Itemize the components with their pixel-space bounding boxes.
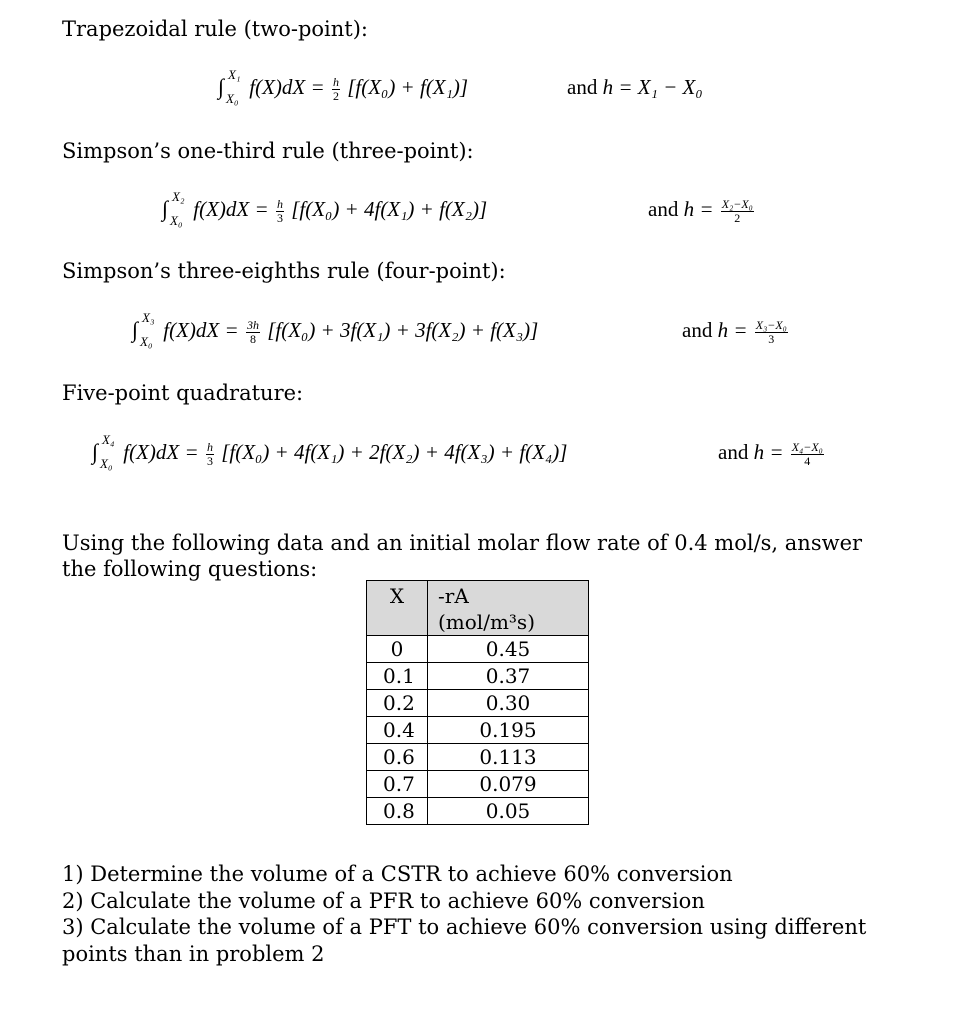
integrand: f(X)dX =: [249, 75, 325, 99]
integral-sign: ∫ X₂ X₀: [162, 189, 185, 228]
integrand: f(X)dX =: [123, 440, 199, 464]
coefficient-fraction: $\frac{3h}{8}$: [246, 317, 259, 346]
formula-simpson-one-third: [162, 189, 488, 228]
coefficient-fraction: $\frac{h}{3}$: [206, 439, 213, 468]
question-3: 3) Calculate the volume of a PFT to achieve 60% conversion using different points than in problem 2: [62, 915, 867, 966]
cell-x: 0: [367, 636, 428, 663]
question-1: 1) Determine the volume of a CSTR to achieve 60% conversion: [62, 862, 733, 886]
formula-trapezoidal: [218, 67, 469, 106]
cell-rate: 0.05: [428, 798, 589, 825]
cell-x: 0.7: [367, 771, 428, 798]
cell-x: 0.8: [367, 798, 428, 825]
cell-rate: 0.079: [428, 771, 589, 798]
rule-heading-five-point: Five-point quadrature:: [62, 381, 304, 405]
rule-heading-trapezoidal: Trapezoidal rule (two-point):: [62, 17, 368, 41]
bracket-expression: [f(X₀) + 4f(X₁) + f(X₂)]: [291, 197, 488, 221]
cell-rate: 0.30: [428, 690, 589, 717]
bracket-expression: [f(X₀) + 4f(X₁) + 2f(X₂) + 4f(X₃) + f(X₄)]: [221, 440, 568, 464]
cell-x: 0.1: [367, 663, 428, 690]
condition-simpson-one-third: and h = $\frac{\text{X₂−X₀}}{2}$: [648, 196, 753, 225]
cell-x: 0.4: [367, 717, 428, 744]
cell-rate: 0.113: [428, 744, 589, 771]
integrand: f(X)dX =: [163, 318, 239, 342]
table-row: [367, 744, 589, 771]
integral-sign: ∫ X₁ X₀: [218, 67, 241, 106]
question-2: 2) Calculate the volume of a PFR to achieve 60% conversion: [62, 888, 705, 913]
rate-data-table: [366, 580, 589, 825]
table-header-row: [367, 581, 589, 636]
h-fraction: $\frac{\text{X₄−X₀}}{4}$: [791, 439, 823, 468]
coefficient-fraction: $\frac{h}{2}$: [332, 74, 339, 103]
table-row: [367, 690, 589, 717]
cell-rate: 0.195: [428, 717, 589, 744]
condition-simpson-three-eighths: and h = $\frac{\text{X₃−X₀}}{3}$: [682, 317, 787, 346]
integral-sign: ∫ X₄ X₀: [92, 432, 115, 471]
integrand: f(X)dX =: [193, 197, 269, 221]
table-row: [367, 798, 589, 825]
intro-paragraph: Using the following data and an initial molar flow rate of 0.4 mol/s, answer the following questions:: [62, 531, 863, 581]
question-list: [62, 861, 892, 967]
table-row: [367, 717, 589, 744]
table-row: [367, 636, 589, 663]
table-row: [367, 771, 589, 798]
h-fraction: $\frac{\text{X₃−X₀}}{3}$: [755, 317, 787, 346]
bracket-expression: [f(X₀) + 3f(X₁) + 3f(X₂) + f(X₃)]: [267, 318, 539, 342]
cell-rate: 0.37: [428, 663, 589, 690]
header-rate: [428, 581, 589, 636]
table-row: [367, 663, 589, 690]
header-x: X: [367, 581, 428, 636]
cell-x: 0.2: [367, 690, 428, 717]
condition-five-point: and h = $\frac{\text{X₄−X₀}}{4}$: [718, 439, 823, 468]
header-rate-label: -rA: [438, 584, 469, 608]
cell-rate: 0.45: [428, 636, 589, 663]
integral-sign: ∫ X₃ X₀: [132, 310, 155, 349]
h-fraction: $\frac{\text{X₂−X₀}}{2}$: [721, 196, 753, 225]
condition-trapezoidal: and h = X₁ − X₀: [567, 75, 703, 99]
formula-simpson-three-eighths: [132, 310, 539, 349]
cell-x: 0.6: [367, 744, 428, 771]
rule-heading-simpson-one-third: Simpson’s one-third rule (three-point):: [62, 139, 474, 163]
header-rate-unit: (mol/m³s): [438, 610, 535, 634]
formula-five-point: [92, 432, 568, 471]
rule-heading-simpson-three-eighths: Simpson’s three-eighths rule (four-point):: [62, 259, 506, 283]
bracket-expression: [f(X₀) + f(X₁)]: [347, 75, 469, 99]
coefficient-fraction: $\frac{h}{3}$: [276, 196, 283, 225]
